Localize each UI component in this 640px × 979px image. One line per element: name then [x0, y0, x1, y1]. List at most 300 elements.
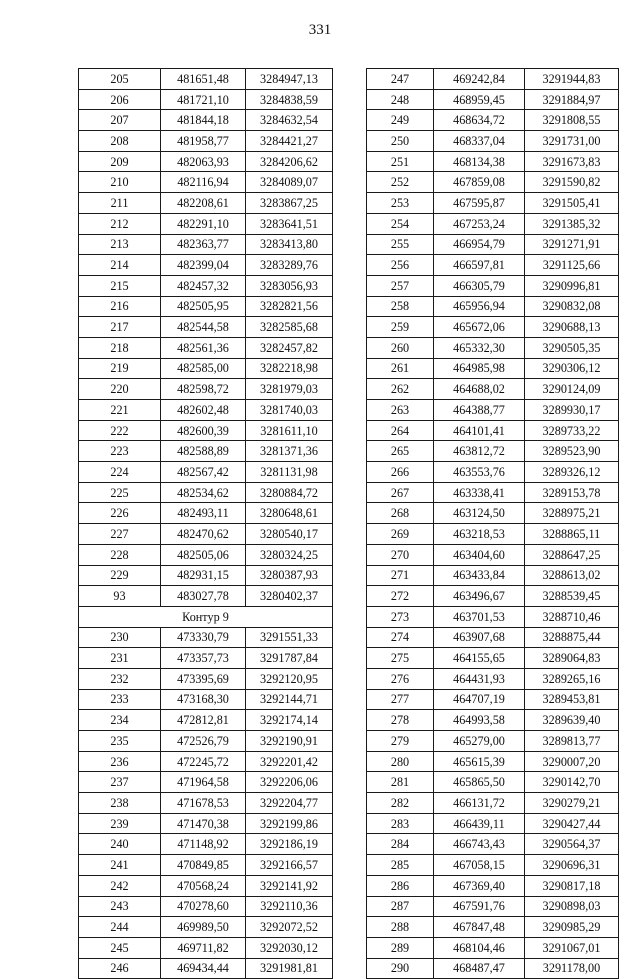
y-coordinate-cell: 3291590,82	[525, 172, 619, 193]
x-coordinate-cell: 464688,02	[434, 379, 525, 400]
y-coordinate-cell: 3280884,72	[246, 482, 333, 503]
y-coordinate-cell: 3289153,78	[525, 482, 619, 503]
point-number-cell: 213	[79, 234, 161, 255]
x-coordinate-cell: 468134,38	[434, 151, 525, 172]
point-number-cell: 242	[79, 875, 161, 896]
y-coordinate-cell: 3290306,12	[525, 358, 619, 379]
y-coordinate-cell: 3291125,66	[525, 255, 619, 276]
x-coordinate-cell: 464707,19	[434, 689, 525, 710]
x-coordinate-cell: 482585,00	[161, 358, 246, 379]
x-coordinate-cell: 464431,93	[434, 668, 525, 689]
x-coordinate-cell: 465615,39	[434, 751, 525, 772]
table-row	[79, 503, 333, 524]
y-coordinate-cell: 3292110,36	[246, 896, 333, 917]
table-row	[79, 544, 333, 565]
point-number-cell: 258	[367, 296, 434, 317]
point-number-cell: 224	[79, 462, 161, 483]
point-number-cell: 276	[367, 668, 434, 689]
y-coordinate-cell: 3289523,90	[525, 441, 619, 462]
table-row	[79, 668, 333, 689]
point-number-cell: 252	[367, 172, 434, 193]
point-number-cell: 282	[367, 793, 434, 814]
x-coordinate-cell: 463553,76	[434, 462, 525, 483]
y-coordinate-cell: 3291178,00	[525, 958, 619, 979]
point-number-cell: 219	[79, 358, 161, 379]
x-coordinate-cell: 466439,11	[434, 813, 525, 834]
x-coordinate-cell: 482457,32	[161, 275, 246, 296]
y-coordinate-cell: 3292190,91	[246, 731, 333, 752]
y-coordinate-cell: 3290832,08	[525, 296, 619, 317]
table-row	[367, 875, 619, 896]
y-coordinate-cell: 3289064,83	[525, 648, 619, 669]
table-row	[79, 193, 333, 214]
y-coordinate-cell: 3280324,25	[246, 544, 333, 565]
y-coordinate-cell: 3280540,17	[246, 524, 333, 545]
table-row	[367, 151, 619, 172]
table-row	[367, 606, 619, 627]
x-coordinate-cell: 467847,48	[434, 917, 525, 938]
table-row	[367, 482, 619, 503]
x-coordinate-cell: 471678,53	[161, 793, 246, 814]
point-number-cell: 238	[79, 793, 161, 814]
x-coordinate-cell: 466743,43	[434, 834, 525, 855]
x-coordinate-cell: 482598,72	[161, 379, 246, 400]
point-number-cell: 234	[79, 710, 161, 731]
table-row	[79, 213, 333, 234]
y-coordinate-cell: 3290279,21	[525, 793, 619, 814]
table-row	[367, 689, 619, 710]
x-coordinate-cell: 467058,15	[434, 855, 525, 876]
y-coordinate-cell: 3284206,62	[246, 151, 333, 172]
y-coordinate-cell: 3290142,70	[525, 772, 619, 793]
y-coordinate-cell: 3291673,83	[525, 151, 619, 172]
y-coordinate-cell: 3283641,51	[246, 213, 333, 234]
table-row	[79, 565, 333, 586]
x-coordinate-cell: 470278,60	[161, 896, 246, 917]
point-number-cell: 268	[367, 503, 434, 524]
table-row	[79, 586, 333, 607]
table-row	[367, 337, 619, 358]
table-row	[79, 606, 333, 627]
x-coordinate-cell: 464985,98	[434, 358, 525, 379]
y-coordinate-cell: 3283289,76	[246, 255, 333, 276]
table-row	[79, 275, 333, 296]
point-number-cell: 281	[367, 772, 434, 793]
table-row	[367, 958, 619, 979]
table-row	[79, 813, 333, 834]
y-coordinate-cell: 3288647,25	[525, 544, 619, 565]
x-coordinate-cell: 482931,15	[161, 565, 246, 586]
y-coordinate-cell: 3292030,12	[246, 937, 333, 958]
point-number-cell: 254	[367, 213, 434, 234]
point-number-cell: 278	[367, 710, 434, 731]
table-row	[367, 69, 619, 90]
y-coordinate-cell: 3283867,25	[246, 193, 333, 214]
y-coordinate-cell: 3290124,09	[525, 379, 619, 400]
table-row	[79, 482, 333, 503]
point-number-cell: 261	[367, 358, 434, 379]
point-number-cell: 215	[79, 275, 161, 296]
x-coordinate-cell: 466305,79	[434, 275, 525, 296]
table-row	[367, 275, 619, 296]
table-row	[79, 400, 333, 421]
table-row	[367, 358, 619, 379]
point-number-cell: 212	[79, 213, 161, 234]
x-coordinate-cell: 468487,47	[434, 958, 525, 979]
point-number-cell: 280	[367, 751, 434, 772]
table-row	[367, 524, 619, 545]
point-number-cell: 256	[367, 255, 434, 276]
point-number-cell: 285	[367, 855, 434, 876]
y-coordinate-cell: 3289453,81	[525, 689, 619, 710]
point-number-cell: 207	[79, 110, 161, 131]
point-number-cell: 273	[367, 606, 434, 627]
x-coordinate-cell: 482116,94	[161, 172, 246, 193]
y-coordinate-cell: 3291505,41	[525, 193, 619, 214]
table-row	[79, 131, 333, 152]
x-coordinate-cell: 468634,72	[434, 110, 525, 131]
table-row	[79, 89, 333, 110]
table-row	[79, 110, 333, 131]
y-coordinate-cell: 3291808,55	[525, 110, 619, 131]
table-row	[367, 441, 619, 462]
y-coordinate-cell: 3282457,82	[246, 337, 333, 358]
point-number-cell: 259	[367, 317, 434, 338]
x-coordinate-cell: 482588,89	[161, 441, 246, 462]
x-coordinate-cell: 482399,04	[161, 255, 246, 276]
y-coordinate-cell: 3289813,77	[525, 731, 619, 752]
table-row	[79, 689, 333, 710]
y-coordinate-cell: 3291944,83	[525, 69, 619, 90]
point-number-cell: 248	[367, 89, 434, 110]
y-coordinate-cell: 3282821,56	[246, 296, 333, 317]
x-coordinate-cell: 468104,46	[434, 937, 525, 958]
point-number-cell: 209	[79, 151, 161, 172]
x-coordinate-cell: 464155,65	[434, 648, 525, 669]
x-coordinate-cell: 463433,84	[434, 565, 525, 586]
table-row	[79, 855, 333, 876]
x-coordinate-cell: 482363,77	[161, 234, 246, 255]
x-coordinate-cell: 482505,06	[161, 544, 246, 565]
x-coordinate-cell: 481958,77	[161, 131, 246, 152]
point-number-cell: 220	[79, 379, 161, 400]
x-coordinate-cell: 470568,24	[161, 875, 246, 896]
x-coordinate-cell: 469711,82	[161, 937, 246, 958]
y-coordinate-cell: 3288613,02	[525, 565, 619, 586]
x-coordinate-cell: 463124,50	[434, 503, 525, 524]
contour-heading: Контур 9	[79, 606, 333, 627]
y-coordinate-cell: 3290996,81	[525, 275, 619, 296]
point-number-cell: 277	[367, 689, 434, 710]
point-number-cell: 240	[79, 834, 161, 855]
point-number-cell: 279	[367, 731, 434, 752]
point-number-cell: 269	[367, 524, 434, 545]
table-row	[79, 958, 333, 979]
point-number-cell: 267	[367, 482, 434, 503]
x-coordinate-cell: 483027,78	[161, 586, 246, 607]
y-coordinate-cell: 3292201,42	[246, 751, 333, 772]
point-number-cell: 271	[367, 565, 434, 586]
y-coordinate-cell: 3283056,93	[246, 275, 333, 296]
point-number-cell: 218	[79, 337, 161, 358]
y-coordinate-cell: 3291787,84	[246, 648, 333, 669]
table-row	[79, 358, 333, 379]
table-row	[79, 255, 333, 276]
y-coordinate-cell: 3292206,06	[246, 772, 333, 793]
y-coordinate-cell: 3282218,98	[246, 358, 333, 379]
table-row	[79, 875, 333, 896]
table-row	[367, 89, 619, 110]
y-coordinate-cell: 3292186,19	[246, 834, 333, 855]
y-coordinate-cell: 3290688,13	[525, 317, 619, 338]
y-coordinate-cell: 3291731,00	[525, 131, 619, 152]
coordinates-table-left	[78, 68, 333, 979]
y-coordinate-cell: 3290505,35	[525, 337, 619, 358]
point-number-cell: 221	[79, 400, 161, 421]
y-coordinate-cell: 3280648,61	[246, 503, 333, 524]
x-coordinate-cell: 468337,04	[434, 131, 525, 152]
x-coordinate-cell: 472526,79	[161, 731, 246, 752]
y-coordinate-cell: 3292204,77	[246, 793, 333, 814]
point-number-cell: 205	[79, 69, 161, 90]
table-row	[367, 917, 619, 938]
point-number-cell: 244	[79, 917, 161, 938]
x-coordinate-cell: 464993,58	[434, 710, 525, 731]
y-coordinate-cell: 3292141,92	[246, 875, 333, 896]
point-number-cell: 227	[79, 524, 161, 545]
point-number-cell: 206	[79, 89, 161, 110]
x-coordinate-cell: 482505,95	[161, 296, 246, 317]
point-number-cell: 286	[367, 875, 434, 896]
table-row	[367, 855, 619, 876]
table-row	[79, 172, 333, 193]
y-coordinate-cell: 3290985,29	[525, 917, 619, 938]
point-number-cell: 230	[79, 627, 161, 648]
y-coordinate-cell: 3284632,54	[246, 110, 333, 131]
y-coordinate-cell: 3290564,37	[525, 834, 619, 855]
table-row	[367, 234, 619, 255]
y-coordinate-cell: 3291884,97	[525, 89, 619, 110]
y-coordinate-cell: 3284089,07	[246, 172, 333, 193]
table-row	[367, 668, 619, 689]
table-row	[367, 317, 619, 338]
x-coordinate-cell: 482561,36	[161, 337, 246, 358]
point-number-cell: 241	[79, 855, 161, 876]
point-number-cell: 231	[79, 648, 161, 669]
table-row	[79, 793, 333, 814]
point-number-cell: 264	[367, 420, 434, 441]
table-row	[367, 544, 619, 565]
x-coordinate-cell: 465865,50	[434, 772, 525, 793]
x-coordinate-cell: 464388,77	[434, 400, 525, 421]
point-number-cell: 250	[367, 131, 434, 152]
x-coordinate-cell: 471148,92	[161, 834, 246, 855]
point-number-cell: 266	[367, 462, 434, 483]
x-coordinate-cell: 463812,72	[434, 441, 525, 462]
y-coordinate-cell: 3289639,40	[525, 710, 619, 731]
x-coordinate-cell: 463404,60	[434, 544, 525, 565]
point-number-cell: 260	[367, 337, 434, 358]
y-coordinate-cell: 3291271,91	[525, 234, 619, 255]
x-coordinate-cell: 468959,45	[434, 89, 525, 110]
x-coordinate-cell: 463907,68	[434, 627, 525, 648]
x-coordinate-cell: 482208,61	[161, 193, 246, 214]
point-number-cell: 237	[79, 772, 161, 793]
point-number-cell: 255	[367, 234, 434, 255]
x-coordinate-cell: 466954,79	[434, 234, 525, 255]
table-row	[367, 648, 619, 669]
table-row	[79, 896, 333, 917]
table-row	[367, 193, 619, 214]
table-row	[367, 420, 619, 441]
point-number-cell: 274	[367, 627, 434, 648]
y-coordinate-cell: 3283413,80	[246, 234, 333, 255]
table-row	[79, 317, 333, 338]
x-coordinate-cell: 465332,30	[434, 337, 525, 358]
y-coordinate-cell: 3292174,14	[246, 710, 333, 731]
point-number-cell: 210	[79, 172, 161, 193]
table-row	[367, 937, 619, 958]
x-coordinate-cell: 482291,10	[161, 213, 246, 234]
point-number-cell: 222	[79, 420, 161, 441]
point-number-cell: 228	[79, 544, 161, 565]
table-row	[79, 234, 333, 255]
point-number-cell: 249	[367, 110, 434, 131]
point-number-cell: 257	[367, 275, 434, 296]
y-coordinate-cell: 3281979,03	[246, 379, 333, 400]
y-coordinate-cell: 3291551,33	[246, 627, 333, 648]
y-coordinate-cell: 3282585,68	[246, 317, 333, 338]
point-number-cell: 208	[79, 131, 161, 152]
point-number-cell: 247	[367, 69, 434, 90]
x-coordinate-cell: 466131,72	[434, 793, 525, 814]
table-row	[79, 731, 333, 752]
x-coordinate-cell: 465672,06	[434, 317, 525, 338]
table-row	[79, 772, 333, 793]
table-row	[367, 793, 619, 814]
x-coordinate-cell: 463218,53	[434, 524, 525, 545]
point-number-cell: 287	[367, 896, 434, 917]
y-coordinate-cell: 3292120,95	[246, 668, 333, 689]
point-number-cell: 262	[367, 379, 434, 400]
point-number-cell: 245	[79, 937, 161, 958]
point-number-cell: 265	[367, 441, 434, 462]
x-coordinate-cell: 482534,62	[161, 482, 246, 503]
table-row	[367, 255, 619, 276]
x-coordinate-cell: 471964,58	[161, 772, 246, 793]
x-coordinate-cell: 464101,41	[434, 420, 525, 441]
table-row	[79, 462, 333, 483]
y-coordinate-cell: 3290898,03	[525, 896, 619, 917]
table-row	[79, 648, 333, 669]
point-number-cell: 290	[367, 958, 434, 979]
table-row	[79, 834, 333, 855]
x-coordinate-cell: 482600,39	[161, 420, 246, 441]
point-number-cell: 216	[79, 296, 161, 317]
x-coordinate-cell: 481721,10	[161, 89, 246, 110]
table-row	[79, 441, 333, 462]
table-row	[367, 751, 619, 772]
x-coordinate-cell: 473357,73	[161, 648, 246, 669]
x-coordinate-cell: 482470,62	[161, 524, 246, 545]
coordinates-table-right	[366, 68, 619, 979]
table-row	[367, 400, 619, 421]
point-number-cell: 232	[79, 668, 161, 689]
x-coordinate-cell: 470849,85	[161, 855, 246, 876]
table-row	[79, 296, 333, 317]
page-number: 331	[308, 22, 332, 38]
coordinates-table-right-body	[367, 69, 619, 979]
point-number-cell: 225	[79, 482, 161, 503]
table-row	[79, 69, 333, 90]
y-coordinate-cell: 3290696,31	[525, 855, 619, 876]
y-coordinate-cell: 3281740,03	[246, 400, 333, 421]
y-coordinate-cell: 3280387,93	[246, 565, 333, 586]
table-row	[367, 110, 619, 131]
table-row	[367, 813, 619, 834]
y-coordinate-cell: 3280402,37	[246, 586, 333, 607]
table-row	[79, 337, 333, 358]
x-coordinate-cell: 481651,48	[161, 69, 246, 90]
y-coordinate-cell: 3289265,16	[525, 668, 619, 689]
point-number-cell: 93	[79, 586, 161, 607]
table-row	[79, 917, 333, 938]
x-coordinate-cell: 466597,81	[434, 255, 525, 276]
x-coordinate-cell: 467253,24	[434, 213, 525, 234]
table-row	[79, 524, 333, 545]
table-row	[367, 503, 619, 524]
point-number-cell: 275	[367, 648, 434, 669]
x-coordinate-cell: 463496,67	[434, 586, 525, 607]
x-coordinate-cell: 471470,38	[161, 813, 246, 834]
x-coordinate-cell: 463338,41	[434, 482, 525, 503]
table-row	[367, 710, 619, 731]
table-row	[79, 420, 333, 441]
y-coordinate-cell: 3290007,20	[525, 751, 619, 772]
y-coordinate-cell: 3291385,32	[525, 213, 619, 234]
x-coordinate-cell: 482063,93	[161, 151, 246, 172]
y-coordinate-cell: 3292072,52	[246, 917, 333, 938]
point-number-cell: 251	[367, 151, 434, 172]
table-row	[367, 731, 619, 752]
y-coordinate-cell: 3288865,11	[525, 524, 619, 545]
table-row	[367, 213, 619, 234]
table-row	[367, 296, 619, 317]
table-row	[79, 627, 333, 648]
y-coordinate-cell: 3289930,17	[525, 400, 619, 421]
point-number-cell: 235	[79, 731, 161, 752]
x-coordinate-cell: 472812,81	[161, 710, 246, 731]
x-coordinate-cell: 473395,69	[161, 668, 246, 689]
table-row	[367, 772, 619, 793]
x-coordinate-cell: 482544,58	[161, 317, 246, 338]
x-coordinate-cell: 482493,11	[161, 503, 246, 524]
x-coordinate-cell: 469434,44	[161, 958, 246, 979]
table-row	[367, 834, 619, 855]
y-coordinate-cell: 3284421,27	[246, 131, 333, 152]
table-row	[79, 151, 333, 172]
point-number-cell: 211	[79, 193, 161, 214]
point-number-cell: 270	[367, 544, 434, 565]
y-coordinate-cell: 3290427,44	[525, 813, 619, 834]
y-coordinate-cell: 3289326,12	[525, 462, 619, 483]
point-number-cell: 263	[367, 400, 434, 421]
y-coordinate-cell: 3291067,01	[525, 937, 619, 958]
point-number-cell: 243	[79, 896, 161, 917]
x-coordinate-cell: 482602,48	[161, 400, 246, 421]
point-number-cell: 233	[79, 689, 161, 710]
x-coordinate-cell: 482567,42	[161, 462, 246, 483]
